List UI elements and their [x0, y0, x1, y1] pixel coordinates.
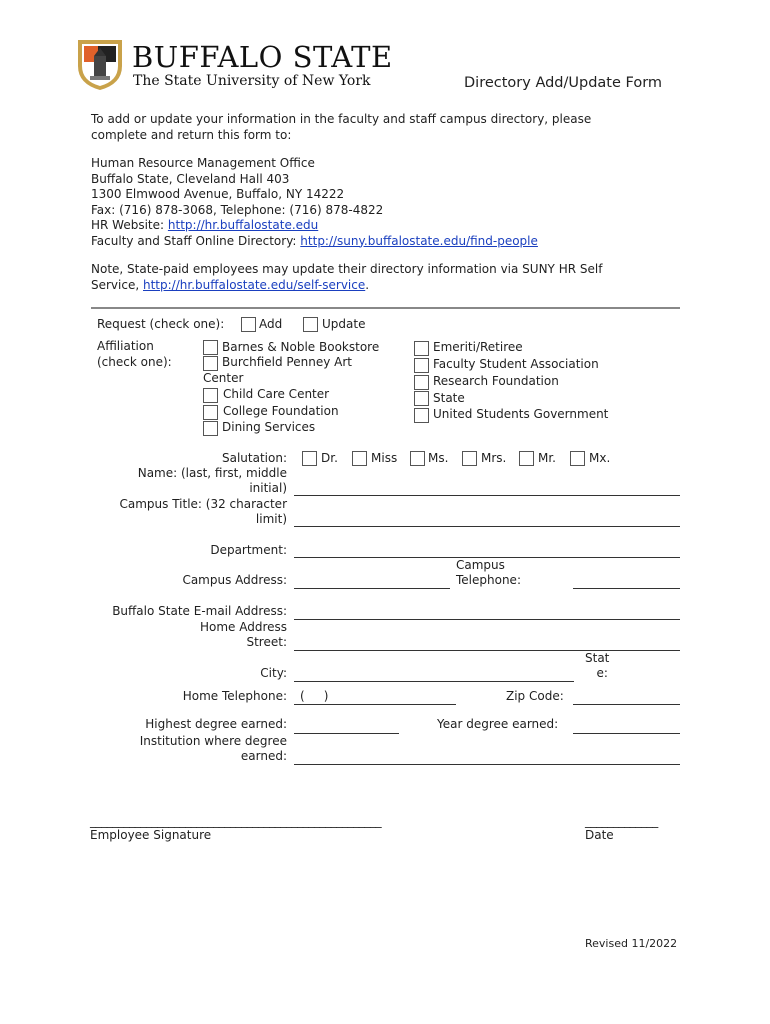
affiliation-research-label: Research Foundation [433, 374, 559, 388]
email-label: Buffalo State E-mail Address: [112, 604, 287, 618]
intro-text [91, 112, 691, 143]
affiliation-burchfield-checkbox[interactable] [203, 356, 218, 371]
affiliation-college-foundation-checkbox[interactable] [203, 405, 218, 420]
salutation-mr-label: Mr. [538, 451, 556, 465]
hr-website-link[interactable]: http://hr.buffalostate.edu [167, 218, 319, 232]
signature-label: Employee Signature [90, 828, 212, 842]
affiliation-fsa-label: Faculty Student Association [433, 357, 599, 371]
campus-title-label-line: limit) [255, 512, 287, 526]
salutation-mrs-checkbox[interactable] [462, 451, 477, 466]
self-service-link[interactable]: http://hr.buffalostate.edu/self-service [143, 277, 366, 292]
office-building: Buffalo State, Cleveland Hall 403 [91, 171, 290, 186]
directory-label: Faculty and Staff Online Directory: [91, 233, 297, 248]
state-label-line: Stat [585, 651, 610, 665]
date-line[interactable]: _____________ [585, 814, 658, 828]
request-add-checkbox[interactable] [241, 317, 256, 332]
request-update-checkbox[interactable] [303, 317, 318, 332]
note-prefix: Service, [91, 277, 140, 292]
hr-address-block [91, 156, 691, 249]
salutation-label: Salutation: [222, 451, 287, 465]
form-title: Directory Add/Update Form [464, 75, 663, 91]
directory-row [91, 234, 691, 250]
institution-label [90, 734, 287, 764]
highest-degree-label: Highest degree earned: [145, 717, 287, 731]
note-line: Note, State-paid employees may update their directory information via SUNY HR Self [91, 262, 603, 276]
signature-line[interactable]: ____________________________________________________ [90, 814, 382, 828]
office-street: 1300 Elmwood Avenue, Buffalo, NY 14222 [91, 187, 345, 201]
area-code-parens: ( ) [300, 689, 329, 703]
affiliation-research-checkbox[interactable] [414, 375, 429, 390]
department-field[interactable] [294, 543, 680, 558]
salutation-miss-checkbox[interactable] [352, 451, 367, 466]
institution-label-line: earned: [240, 749, 287, 763]
highest-degree-field[interactable] [294, 719, 399, 734]
affiliation-emeriti-checkbox[interactable] [414, 341, 429, 356]
affiliation-college-foundation-label: College Foundation [223, 404, 339, 418]
salutation-ms-checkbox[interactable] [410, 451, 425, 466]
hr-website-label: HR Website: [91, 218, 165, 232]
salutation-mx-checkbox[interactable] [570, 451, 585, 466]
affiliation-state-checkbox[interactable] [414, 391, 429, 406]
name-label-line: Name: (last, first, middle [137, 466, 287, 480]
name-label [90, 466, 287, 496]
salutation-mx-label: Mx. [589, 451, 611, 465]
affiliation-state-label: State [433, 391, 465, 405]
revised-date: Revised 11/2022 [585, 937, 678, 950]
campus-title-label-line: Campus Title: (32 character [119, 497, 287, 511]
home-street-label-line: Home Address [199, 620, 287, 634]
affiliation-bookstore-checkbox[interactable] [203, 340, 218, 355]
campus-telephone-label-line: Telephone: [456, 573, 521, 587]
campus-telephone-field[interactable] [573, 574, 680, 589]
city-label: City: [260, 666, 287, 680]
affiliation-fsa-checkbox[interactable] [414, 358, 429, 373]
campus-telephone-label [456, 558, 521, 588]
state-label [585, 651, 609, 681]
campus-address-label: Campus Address: [182, 573, 287, 587]
date-label: Date [585, 828, 614, 842]
home-street-label [90, 620, 287, 650]
zip-code-field[interactable] [573, 690, 680, 705]
home-telephone-label: Home Telephone: [182, 689, 287, 703]
affiliation-emeriti-label: Emeriti/Retiree [433, 340, 523, 354]
logo-title: BUFFALO STATE [132, 40, 393, 74]
affiliation-burchfield-label-cont: Center [203, 371, 244, 385]
note-block [91, 262, 691, 293]
home-telephone-field[interactable] [294, 690, 456, 705]
hr-website-row [91, 218, 691, 234]
email-field[interactable] [294, 605, 680, 620]
office-name: Human Resource Management Office [91, 156, 315, 170]
office-phones: Fax: (716) 878-3068, Telephone: (716) 878-4822 [91, 202, 384, 217]
department-label: Department: [210, 543, 287, 557]
institution-label-line: Institution where degree [139, 734, 287, 748]
salutation-ms-label: Ms. [428, 451, 449, 465]
year-degree-field[interactable] [573, 719, 680, 734]
campus-title-field[interactable] [294, 512, 680, 527]
affiliation-dining-checkbox[interactable] [203, 421, 218, 436]
note-suffix: . [365, 277, 370, 292]
logo-subtitle: The State University of New York [133, 73, 371, 89]
affiliation-sublabel: (check one): [97, 355, 172, 369]
affiliation-dining-label: Dining Services [222, 420, 316, 434]
section-divider [91, 307, 680, 309]
affiliation-usg-label: United Students Government [433, 407, 609, 421]
home-street-field[interactable] [294, 636, 680, 651]
city-field[interactable] [294, 667, 574, 682]
institution-field[interactable] [294, 750, 680, 765]
campus-telephone-label-line: Campus [456, 558, 505, 572]
salutation-dr-checkbox[interactable] [302, 451, 317, 466]
affiliation-childcare-checkbox[interactable] [203, 388, 218, 403]
request-update-label: Update [322, 317, 366, 331]
request-add-label: Add [259, 317, 283, 331]
home-street-label-line: Street: [246, 635, 287, 649]
salutation-miss-label: Miss [371, 451, 398, 465]
directory-link[interactable]: http://suny.buffalostate.edu/find-people [300, 233, 538, 248]
affiliation-label: Affiliation [97, 339, 154, 353]
state-label-line: e: [596, 666, 608, 680]
note-line [91, 278, 691, 294]
affiliation-usg-checkbox[interactable] [414, 408, 429, 423]
name-field[interactable] [294, 481, 680, 496]
year-degree-label: Year degree earned: [437, 717, 559, 731]
intro-line: complete and return this form to: [91, 127, 292, 142]
affiliation-childcare-label: Child Care Center [223, 387, 330, 401]
affiliation-burchfield-label: Burchfield Penney Art [222, 355, 352, 369]
campus-address-field[interactable] [294, 574, 450, 589]
name-label-line: initial) [249, 481, 287, 495]
intro-line: To add or update your information in the faculty and staff campus directory, please [91, 112, 592, 126]
request-label: Request (check one): [97, 317, 225, 331]
campus-title-label [90, 497, 287, 527]
salutation-mr-checkbox[interactable] [519, 451, 534, 466]
buffalo-state-seal-logo [72, 36, 128, 92]
zip-code-label: Zip Code: [506, 689, 564, 703]
salutation-mrs-label: Mrs. [481, 451, 507, 465]
salutation-dr-label: Dr. [321, 451, 338, 465]
affiliation-bookstore-label: Barnes & Noble Bookstore [222, 340, 380, 354]
